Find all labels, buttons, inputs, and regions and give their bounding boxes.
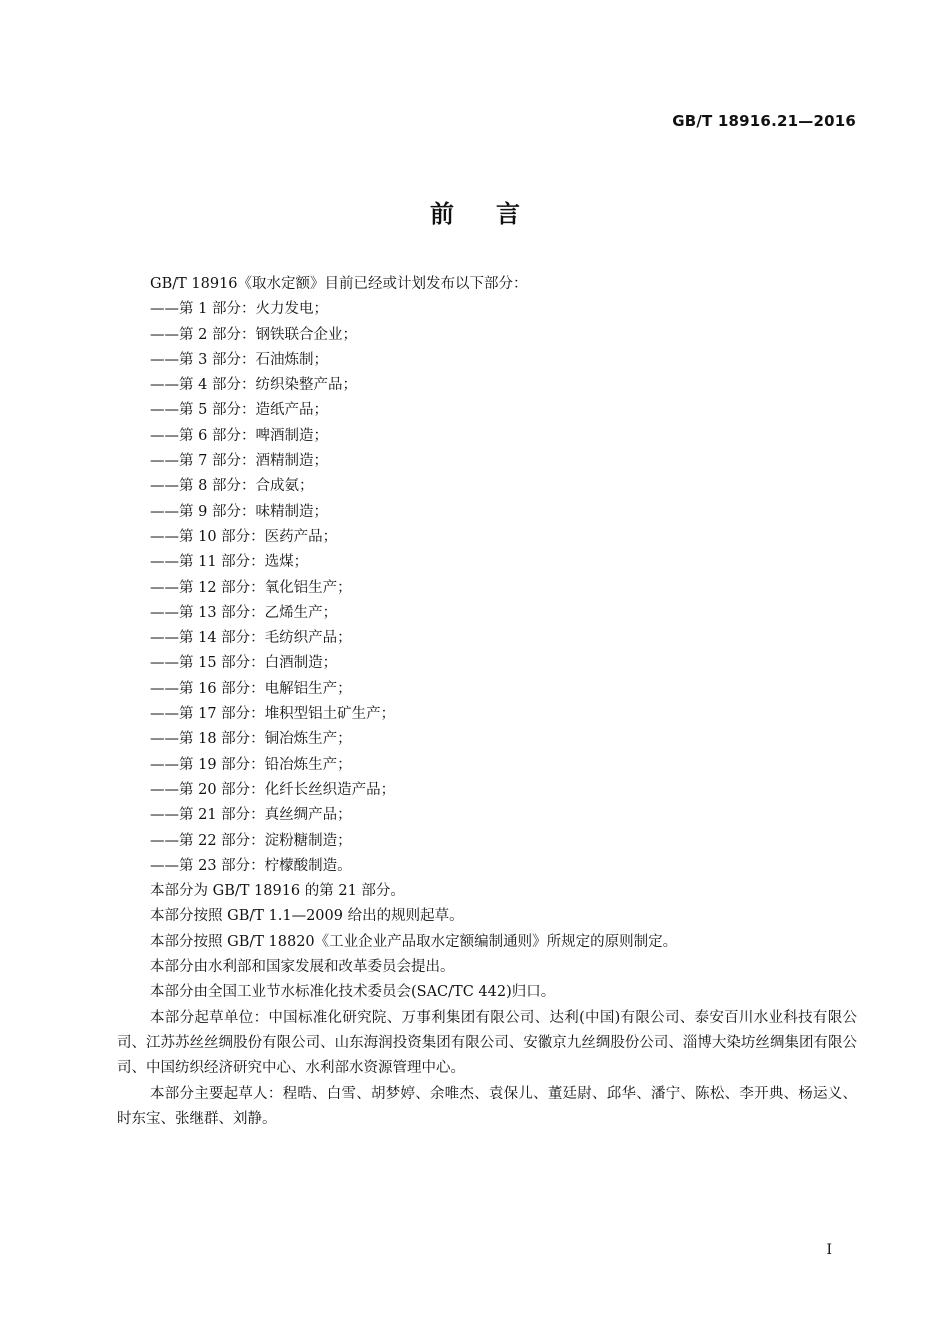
part-item: ——第 4 部分：纺织染整产品； — [150, 377, 357, 394]
part-item: ——第 17 部分：堆积型铝土矿生产； — [150, 706, 396, 723]
part-item: ——第 6 部分：啤酒制造； — [150, 427, 328, 444]
part-item: ——第 1 部分：火力发电； — [150, 301, 328, 318]
part-item: ——第 8 部分：合成氨； — [150, 478, 314, 495]
part-item: ——第 18 部分：铜冶炼生产； — [150, 731, 352, 748]
drafting-units-paragraph: 本部分起草单位：中国标准化研究院、万事利集团有限公司、达利(中国)有限公司、泰安百川水业科技有限公司、江苏苏丝丝绸股份有限公司、山东海润投资集团有限公司、安徽京九丝绸股份公司、淄博大染坊丝绸集团有限公司、中国纺织经济研究中心、水利部水资源管理中心。 — [117, 1009, 857, 1077]
part-item: ——第 22 部分：淀粉糖制造； — [150, 832, 352, 849]
statement-paragraph: 本部分由全国工业节水标准化技术委员会(SAC/TC 442)归口。 — [150, 984, 556, 1001]
part-item: ——第 2 部分：钢铁联合企业； — [150, 326, 357, 343]
part-item: ——第 5 部分：造纸产品； — [150, 402, 328, 419]
part-item: ——第 9 部分：味精制造； — [150, 503, 328, 520]
part-item: ——第 16 部分：电解铝生产； — [150, 680, 352, 697]
intro-paragraph: GB/T 18916《取水定额》目前已经或计划发布以下部分： — [150, 276, 528, 292]
part-item: ——第 12 部分：氧化铝生产； — [150, 579, 352, 596]
part-item: ——第 15 部分：白酒制造； — [150, 655, 338, 672]
page-title: 前言 — [430, 200, 562, 228]
part-item: ——第 11 部分：选煤； — [150, 554, 309, 571]
statement-paragraph: 本部分由水利部和国家发展和改革委员会提出。 — [150, 959, 455, 976]
drafters-paragraph: 本部分主要起草人：程晧、白雪、胡梦婷、余唯杰、袁保儿、董廷尉、邱华、潘宁、陈松、李开典、杨运义、时东宝、张继群、刘静。 — [117, 1085, 857, 1127]
page-number: I — [826, 1242, 832, 1258]
part-item: ——第 19 部分：铅冶炼生产； — [150, 756, 352, 773]
statement-paragraph: 本部分按照 GB/T 18820《工业企业产品取水定额编制通则》所规定的原则制定。 — [150, 933, 678, 950]
part-item: ——第 10 部分：医药产品； — [150, 528, 338, 545]
part-item: ——第 14 部分：毛纺织产品； — [150, 630, 352, 647]
part-item: ——第 7 部分：酒精制造； — [150, 453, 328, 470]
part-item: ——第 3 部分：石油炼制； — [150, 351, 328, 368]
part-item: ——第 13 部分：乙烯生产； — [150, 604, 338, 621]
part-item: ——第 21 部分：真丝绸产品； — [150, 807, 352, 824]
statement-paragraph: 本部分为 GB/T 18916 的第 21 部分。 — [150, 883, 405, 900]
part-item: ——第 23 部分：柠檬酸制造。 — [150, 857, 352, 874]
statement-paragraph: 本部分按照 GB/T 1.1—2009 给出的规则起草。 — [150, 908, 464, 925]
part-item: ——第 20 部分：化纤长丝织造产品； — [150, 781, 396, 798]
document-body — [117, 272, 857, 1132]
standard-code: GB/T 18916.21—2016 — [672, 112, 856, 130]
